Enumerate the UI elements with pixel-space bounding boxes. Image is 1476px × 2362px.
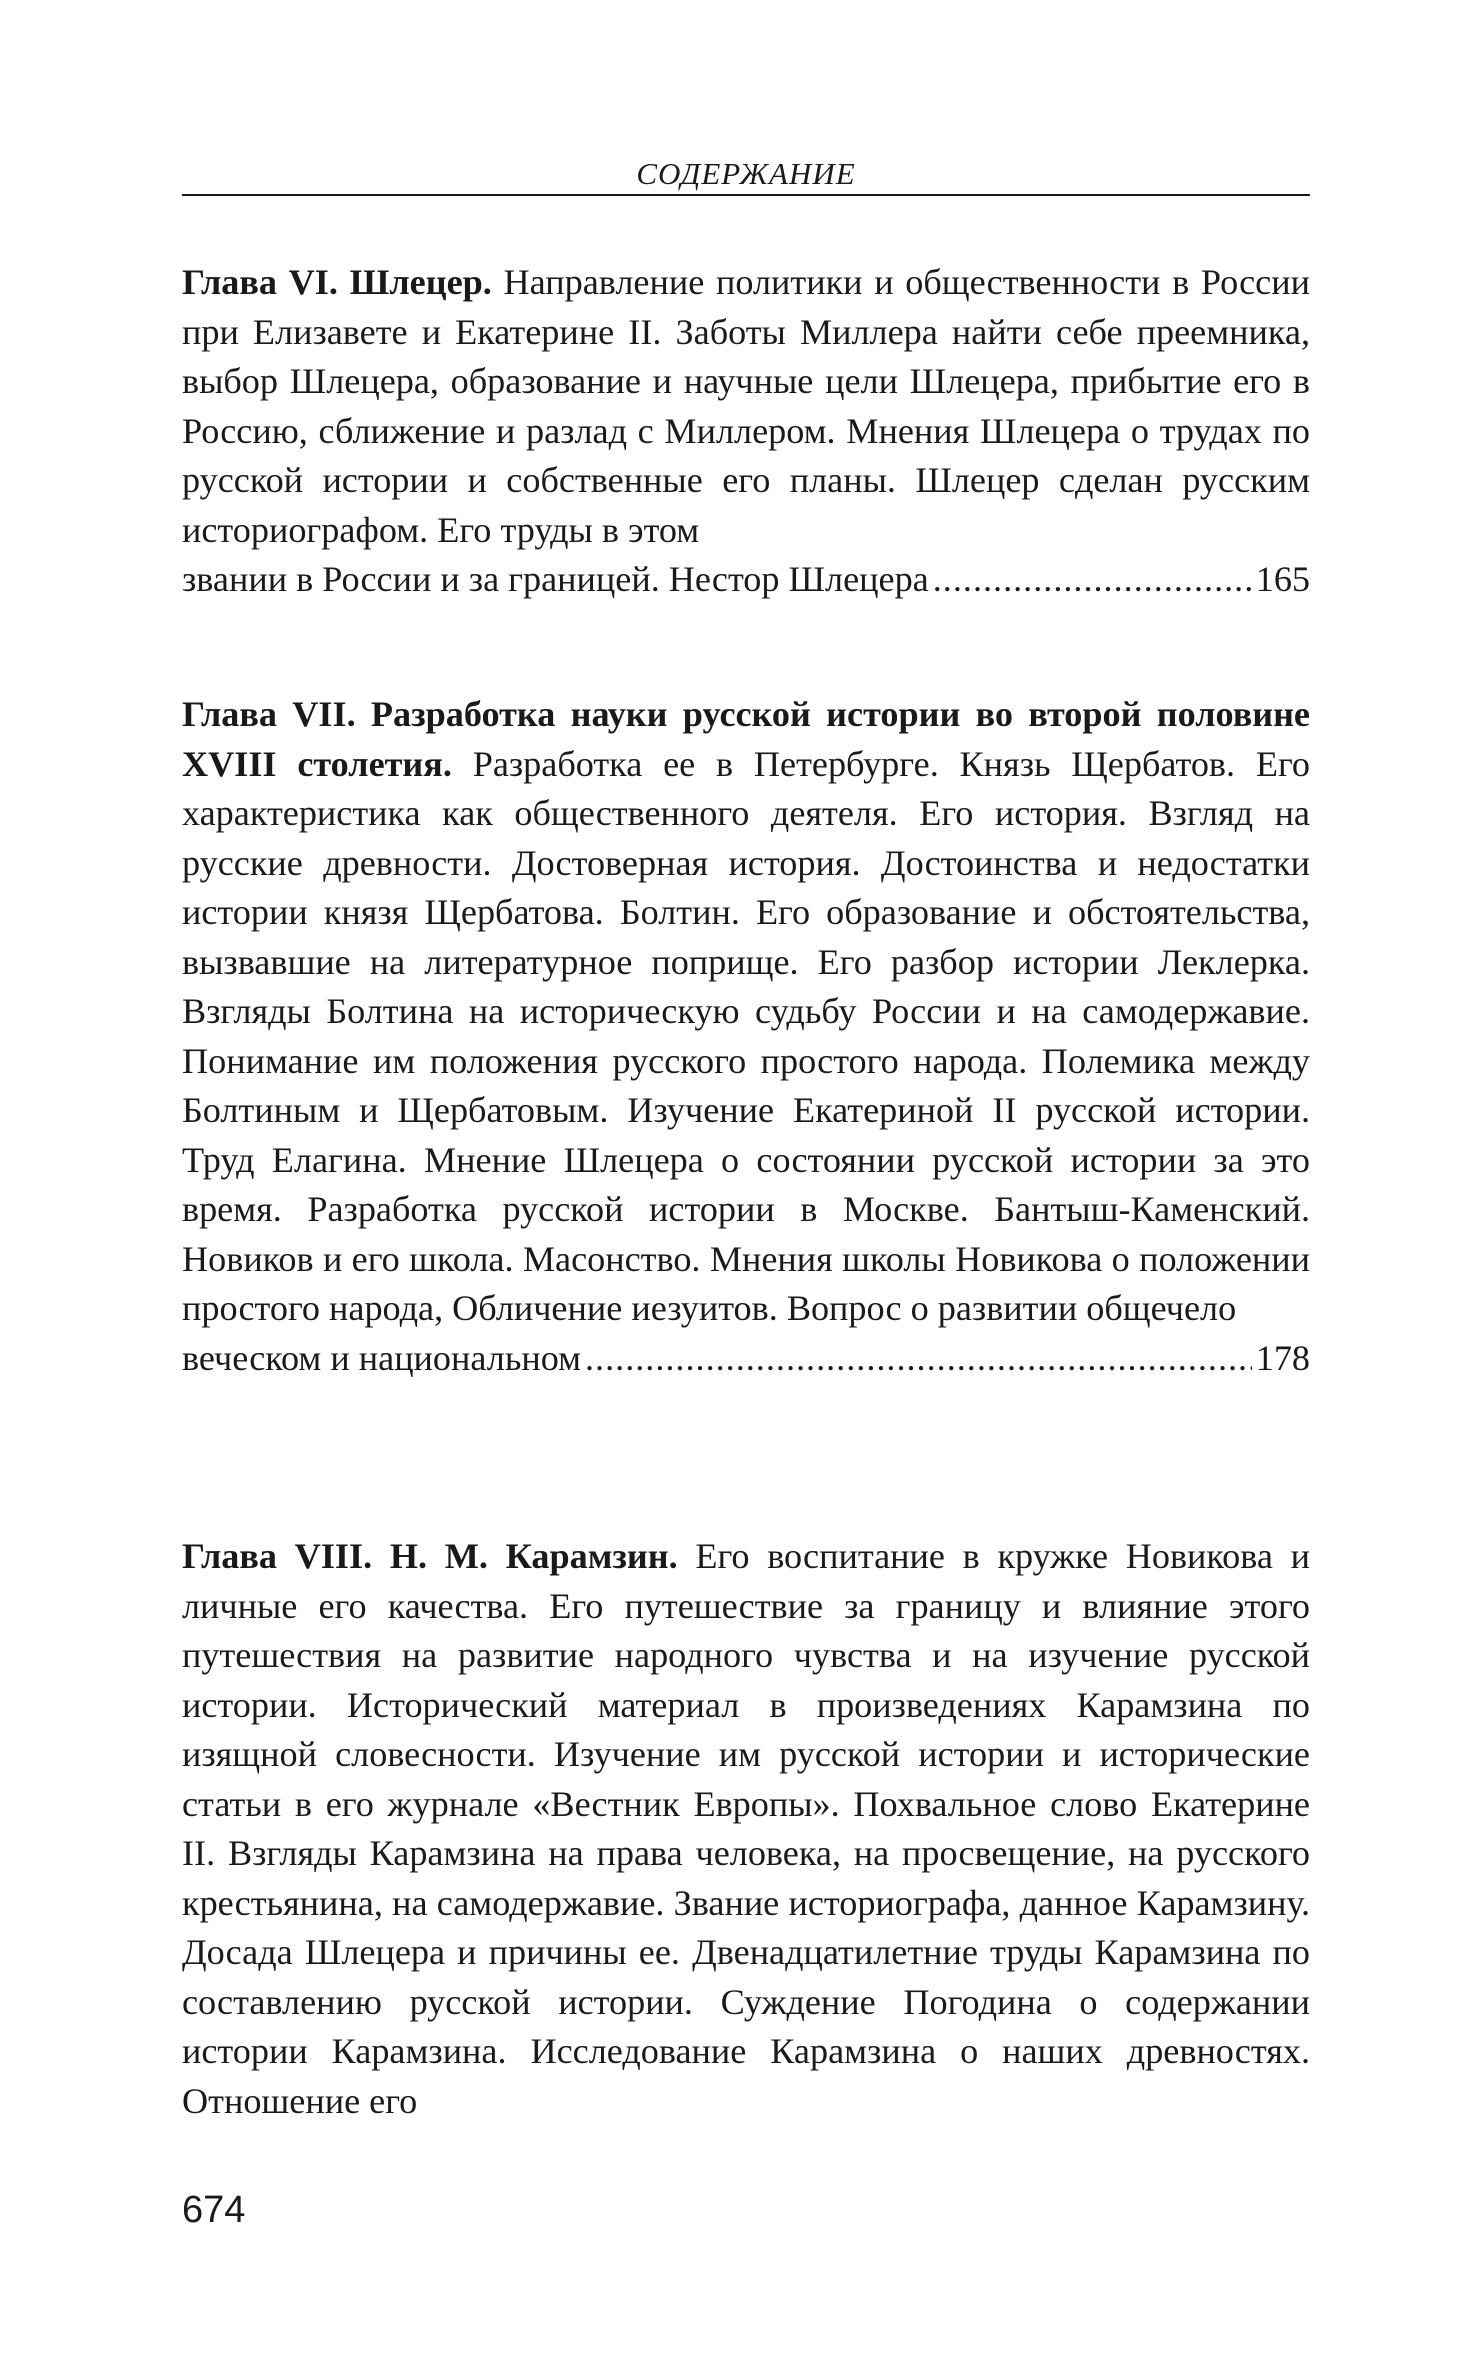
chapter-summary: Направление политики и общественности в России при Елизавете и Екатерине II. Заботы Миллера найти себе преемника, выбор Шлецера, образование и научные цели Шлецера, прибытие его в Россию, сближение и разлад с Миллером. Мнения Шлецера о трудах по русской истории и собственные его планы. Шлецер сделан русским историографом. Его труды в этом	[182, 262, 1310, 550]
toc-entry-chapter-7	[182, 690, 1310, 1383]
chapter-summary: Его воспитание в кружке Новикова и личные его качества. Его путешествие за границу и влияние этого путешествия на развитие народного чувства и на изучение русской истории. Исторический материал в произведениях Карамзина по изящной словесности. Изучение им русской истории и исторические статьи в его журнале «Вестник Европы». Похвальное слово Екатерине II. Взгляды Карамзина на права человека, на просвещение, на русского крестьянина, на самодержавие. Звание историографа, данное Карамзину. Досада Шлецера и причины ее. Двенадцатилетние труды Карамзина по составлению русской истории. Суждение Погодина о содержании истории Карамзина. Исследование Карамзина о наших древностях. Отношение его	[182, 1536, 1310, 2121]
chapter-title: Глава VIII. Н. М. Карамзин.	[182, 1536, 678, 1576]
page-reference: 165	[1255, 559, 1310, 599]
running-head: СОДЕРЖАНИЕ	[636, 156, 856, 191]
toc-entry-chapter-8	[182, 1532, 1310, 2126]
dot-leader	[585, 1334, 1252, 1384]
chapter-summary-end: звании в России и за границей. Нестор Шлецера	[182, 559, 929, 599]
toc-entry-last-line	[182, 555, 1310, 605]
toc-entry-chapter-6	[182, 258, 1310, 605]
toc-entry-last-line	[182, 1334, 1310, 1384]
book-page	[182, 0, 1310, 2362]
chapter-summary: Разработка ее в Петербурге. Князь Щербатов. Его характеристика как общественного деятеля. Его история. Взгляд на русские древности. Достоверная история. Достоинства и недостатки истории князя Щербатова. Болтин. Его образование и обстоятельства, вызвавшие на литературное поприще. Его разбор истории Леклерка. Взгляды Болтина на историческую судьбу России и на самодержавие. Понимание им положения русского простого народа. Полемика между Болтиным и Щербатовым. Изучение Екатериной II русской истории. Труд Елагина. Мнение Шлецера о состоянии русской истории за это время. Разработка русской истории в Москве. Бантыш-Каменский. Новиков и его школа. Масонство. Мнения школы Новикова о положении простого народа, Обличение иезуитов. Вопрос о развитии общечело	[182, 743, 1310, 1328]
dot-leader	[933, 555, 1252, 605]
page-reference: 178	[1255, 1337, 1310, 1378]
chapter-title: Глава VI. Шлецер.	[182, 262, 492, 302]
page-number: 674	[182, 2189, 246, 2231]
chapter-summary-end: веческом и национальном	[182, 1337, 581, 1378]
header-rule	[182, 194, 1310, 196]
chapter-title: Глава VII. Разработка науки русской истории во второй половине XVIII столетия.	[182, 694, 1310, 784]
